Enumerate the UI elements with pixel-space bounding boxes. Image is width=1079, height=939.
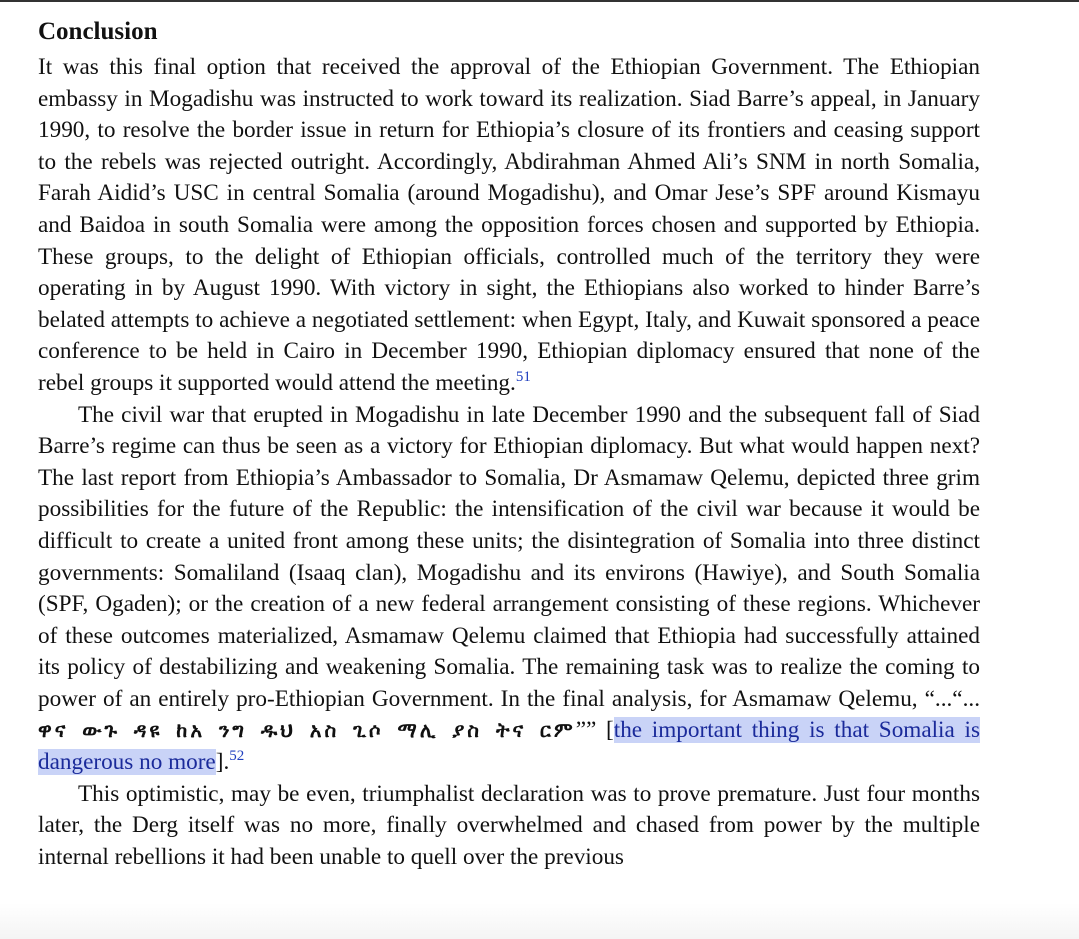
- amharic-quote: ዋና ውጉ ዳዩ ከአ ንግ ዱህ አስ ጊሶ ማሊ ያስ ትና ርም: [38, 718, 576, 743]
- bracket-close: ].: [215, 749, 230, 776]
- paragraph-1: [38, 52, 980, 400]
- section-heading: Conclusion: [38, 18, 158, 45]
- footnote-51-link[interactable]: 51: [515, 368, 531, 385]
- paragraph-3: [38, 779, 980, 874]
- highlighted-selection[interactable]: the important thing is that Somalia is dangerous no more: [38, 717, 980, 776]
- paragraph-1-text: It was this final option that received the approval of the Ethiopian Government. The Ethiopian embassy in Mogadishu was instructed to work toward its realization. Siad Barre’s appeal, in January 1990, to resolve the border issue in return for Ethiopia’s closure of its frontiers and ceasing support to the rebels was rejected outright. Accordingly, Abdirahman Ahmed Ali’s SNM in north Somalia, Farah Aidid’s USC in central Somalia (around Mogadishu), and Omar Jese’s SPF around Kismayu and Baidoa in south Somalia were among the opposition forces chosen and supported by Ethiopia. These groups, to the delight of Ethiopian officials, controlled much of the territory they were operating in by August 1990. With victory in sight, the Ethiopians also worked to hinder Barre’s belated attempts to achieve a negotiated settlement: when Egypt, Italy, and Kuwait sponsored a peace conference to be held in Cairo in December 1990, Ethiopian diplomacy ensured that none of the rebel groups it supported would attend the meeting.: [38, 54, 980, 396]
- quote-close: ””: [575, 717, 607, 744]
- top-border: [0, 0, 1079, 2]
- document-page: [38, 16, 980, 873]
- paragraph-3-text: This optimistic, may be even, triumphalist declaration was to prove premature. Just four months later, the Derg itself was no more, finally overwhelmed and chased from power by the multiple internal rebellions it had been unable to quell over the previous: [38, 780, 980, 870]
- bottom-fade-overlay: [0, 903, 1079, 939]
- bracket-open: [: [606, 717, 614, 744]
- quote-open: “...“...: [917, 685, 980, 712]
- paragraph-2: [38, 400, 980, 779]
- footnote-52-link[interactable]: 52: [229, 748, 245, 765]
- paragraph-2-text: The civil war that erupted in Mogadishu in late December 1990 and the subsequent fall of Siad Barre’s regime can thus be seen as a victory for Ethiopian diplomacy. But what would happen next? The last report from Ethiopia’s Ambassador to Somalia, Dr Asmamaw Qelemu, depicted three grim possibilities for the future of the Republic: the intensification of the civil war because it would be difficult to create a united front among these units; the disintegration of Somalia into three distinct governments: Somaliland (Isaaq clan), Mogadishu and its environs (Hawiye), and South Somalia (SPF, Ogaden); or the creation of a new federal arrangement consisting of these regions. Whichever of these outcomes materialized, Asmamaw Qelemu claimed that Ethiopia had successfully attained its policy of destabilizing and weakening Somalia. The remaining task was to realize the coming to power of an entirely pro-Ethiopian Government. In the final analysis, for Asmamaw Qelemu,: [38, 401, 980, 712]
